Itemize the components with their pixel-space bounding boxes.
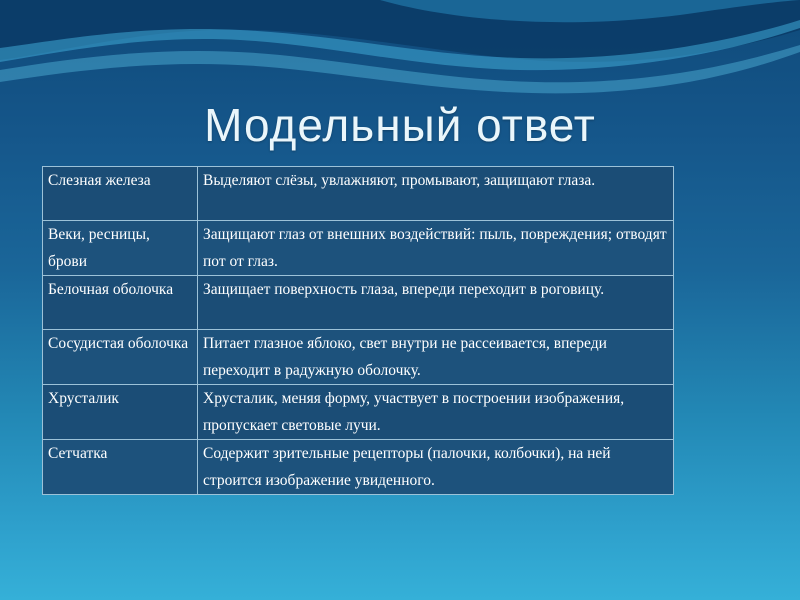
organ-cell: Белочная оболочка: [43, 276, 198, 330]
organ-cell: Сетчатка: [43, 440, 198, 495]
table-row: [43, 440, 674, 495]
function-cell: Выделяют слёзы, увлажняют, промывают, защищают глаза.: [198, 167, 674, 221]
function-cell: Защищают глаз от внешних воздействий: пыль, повреждения; отводят пот от глаз.: [198, 221, 674, 276]
organ-cell: Веки, ресницы, брови: [43, 221, 198, 276]
table-row: [43, 221, 674, 276]
decorative-waves: [0, 0, 800, 110]
table-row: [43, 167, 674, 221]
table-row: [43, 385, 674, 440]
function-cell: Хрусталик, меняя форму, участвует в построении изображения, пропускает световые лучи.: [198, 385, 674, 440]
organ-cell: Хрусталик: [43, 385, 198, 440]
function-cell: Содержит зрительные рецепторы (палочки, колбочки), на ней строится изображение увиденного.: [198, 440, 674, 495]
function-cell: Питает глазное яблоко, свет внутри не рассеивается, впереди переходит в радужную оболочку.: [198, 330, 674, 385]
slide-title: Модельный ответ: [204, 99, 596, 151]
function-cell: Защищает поверхность глаза, впереди переходит в роговицу.: [198, 276, 674, 330]
table-row: [43, 330, 674, 385]
table-row: [43, 276, 674, 330]
answer-table: [42, 166, 674, 495]
organ-cell: Сосудистая оболочка: [43, 330, 198, 385]
organ-cell: Слезная железа: [43, 167, 198, 221]
